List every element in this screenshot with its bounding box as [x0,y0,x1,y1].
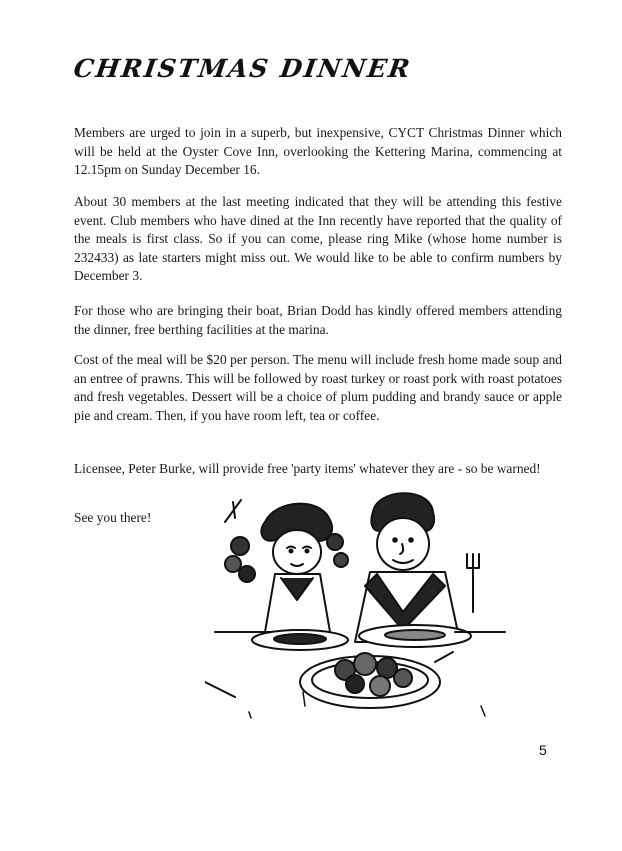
page-title: CHRISTMAS DINNER [71,54,414,83]
paragraph-berthing: For those who are bringing their boat, Brian Dodd has kindly offered members attending the dinner, free berthing facilities at the marina. [74,303,562,337]
paragraph-invitation: Members are urged to join in a superb, but inexpensive, CYCT Christmas Dinner which will be held at the Oyster Cove Inn, overlooking the Kettering Marina, commencing at 12.15pm on Sunday December 16. [74,125,562,178]
paragraph-party-items: Licensee, Peter Burke, will provide free 'party items' whatever they are - so be warned! [74,461,541,476]
paragraph-menu: Cost of the meal will be $20 per person. The menu will include fresh home made soup and an entree of prawns. This will be followed by roast turkey or roast pork with roast potatoes and fresh vegetables. Dessert will be a choice of plum pudding and brandy sauce or apple pie and cream. Then, if you have room left, tea or coffee. [74,352,562,423]
page-number: 5 [539,742,547,758]
dinner-cartoon-illustration [205,482,510,732]
woman-figure [225,500,348,632]
paragraph-closing: See you there! [74,510,152,525]
paragraph-attendance: About 30 members at the last meeting indicated that they will be attending this festive event. Club members who have dined at the Inn recently have reported that the quality of the meals is first class. So if you can come, please ring Mike (whose home number is 232433) as late starters might miss out. We would like to be able to confirm numbers by December 3. [74,194,562,284]
man-figure [355,493,479,642]
roast-dish [300,652,453,708]
